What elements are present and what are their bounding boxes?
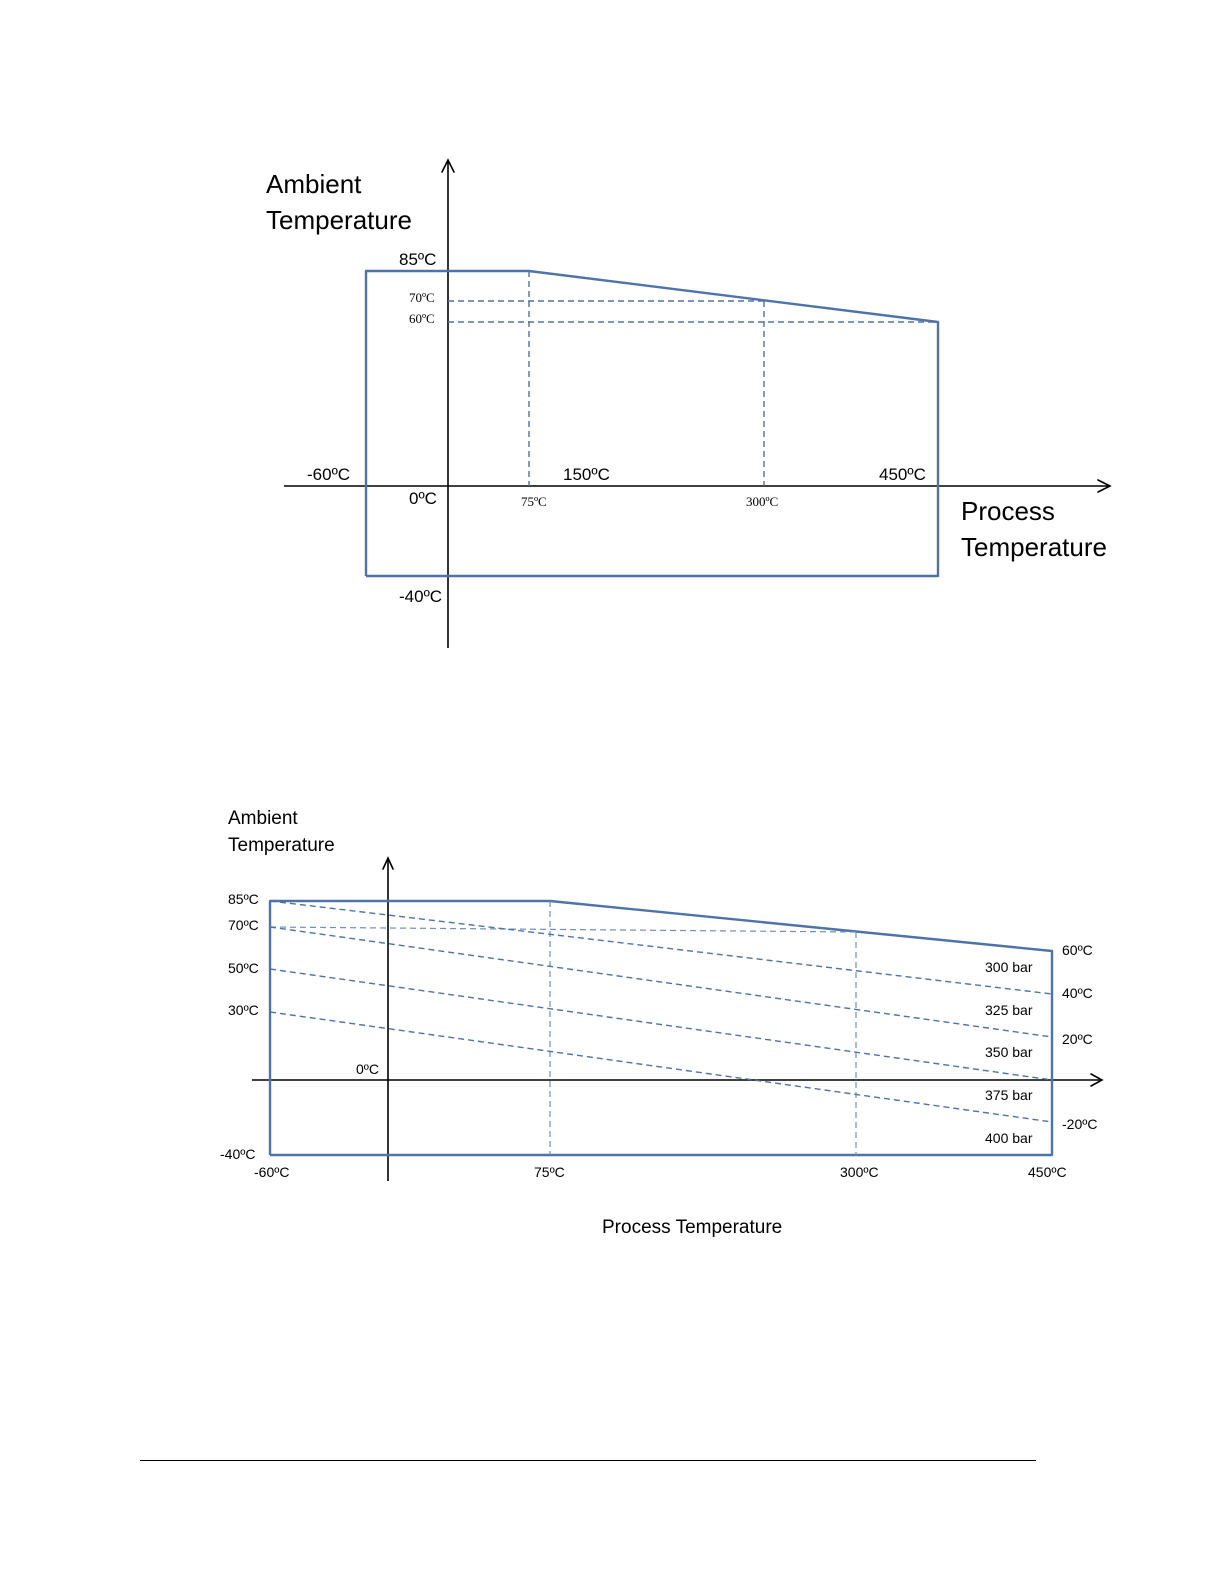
diagram2-label-75: 75ºC: [534, 1164, 565, 1180]
diagram2-label-50: 50ºC: [228, 960, 259, 976]
diagram2-label-m60: -60ºC: [254, 1164, 290, 1180]
diagram2-label-m40: -40ºC: [220, 1146, 256, 1162]
diagram1-x-title-line2: Temperature: [961, 532, 1107, 562]
diagram1-label-150: 150ºC: [563, 465, 610, 484]
diagram2-x-title: Process Temperature: [602, 1217, 783, 1238]
diagram2-pressure-325: 325 bar: [985, 1002, 1033, 1018]
diagram2-label-right-20: 20ºC: [1062, 1031, 1093, 1047]
diagram2-pressure-350: 350 bar: [985, 1044, 1033, 1060]
diagram1-label-85: 85ºC: [399, 250, 437, 269]
diagram1-label-origin: 0ºC: [409, 489, 437, 508]
diagram1-label-450: 450ºC: [879, 465, 926, 484]
diagram2-y-title-line2: Temperature: [228, 835, 335, 856]
diagram1-envelope: [366, 271, 938, 576]
diagram2-label-300: 300ºC: [840, 1164, 879, 1180]
diagram2-label-right-m20: -20ºC: [1062, 1116, 1098, 1132]
diagram2-y-title-line1: Ambient: [228, 808, 298, 829]
diagram2-label-right-60: 60ºC: [1062, 942, 1093, 958]
diagram1-y-title-line1: Ambient: [266, 169, 362, 199]
footer-rule: [140, 1460, 1036, 1461]
diagram1-label-m40: -40ºC: [399, 587, 443, 606]
diagram-1: [266, 160, 1110, 648]
diagram2-label-450: 450ºC: [1028, 1164, 1067, 1180]
diagram2-pressure-400: 400 bar: [985, 1130, 1033, 1146]
diagram1-label-300: 300ºC: [746, 494, 779, 509]
diagram2-guide-70: [270, 927, 856, 932]
diagram1-label-70: 70ºC: [409, 290, 435, 305]
diagram-2: [220, 808, 1102, 1238]
diagram2-label-origin: 0ºC: [356, 1061, 380, 1077]
diagram2-pressure-375: 375 bar: [985, 1087, 1033, 1103]
diagram1-label-75: 75ºC: [521, 494, 547, 509]
diagram1-label-60: 60ºC: [409, 311, 435, 326]
diagram2-label-85: 85ºC: [228, 891, 259, 907]
diagram1-label-m60: -60ºC: [307, 465, 351, 484]
diagram1-y-title-line2: Temperature: [266, 205, 412, 235]
diagram2-pressure-300: 300 bar: [985, 959, 1033, 975]
diagram2-label-right-40: 40ºC: [1062, 985, 1093, 1001]
diagram2-label-30: 30ºC: [228, 1002, 259, 1018]
diagram2-label-70: 70ºC: [228, 917, 259, 933]
diagram1-x-title-line1: Process: [961, 496, 1055, 526]
